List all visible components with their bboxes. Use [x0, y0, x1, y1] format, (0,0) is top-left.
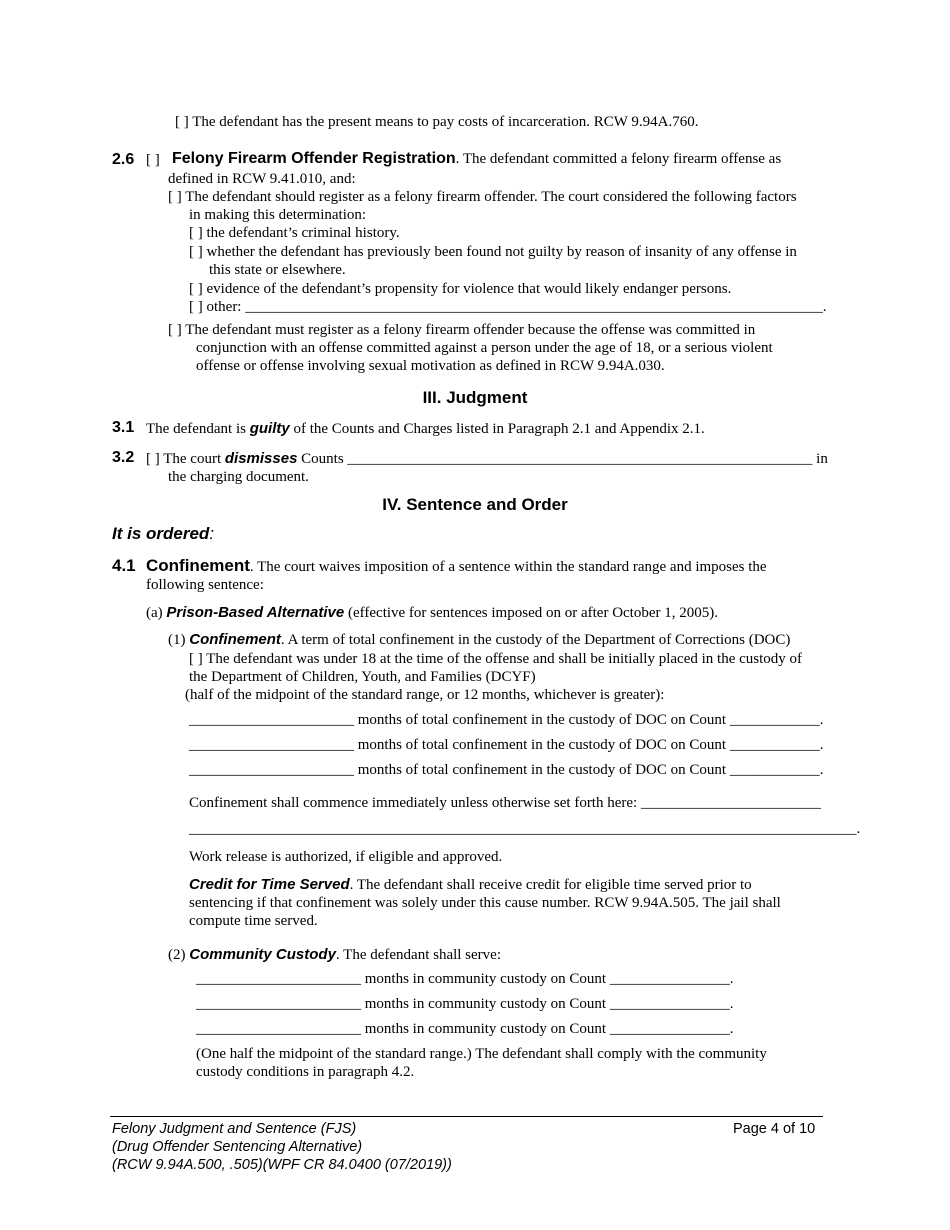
work-release-text: Work release is authorized, if eligible and approved. [189, 849, 503, 865]
dismisses-counts-option[interactable]: [ ] The court dismisses Counts ______________________________________________________________ in [146, 450, 828, 467]
footer-form-subtitle: (Drug Offender Sentencing Alternative) [112, 1139, 363, 1155]
prison-based-alternative: (a) Prison-Based Alternative (effective for sentences imposed on or after October 1, 2005). [146, 604, 718, 621]
community-custody-note: (One half the midpoint of the standard range.) The defendant shall comply with the community [196, 1046, 767, 1062]
confinement-paragraph: (1) Confinement. A term of total confinement in the custody of the Department of Corrections (DOC) [168, 631, 791, 648]
section-3-1-number: 3.1 [112, 419, 135, 436]
commence-field[interactable]: Confinement shall commence immediately unless otherwise set forth here: ________________________ [189, 795, 821, 811]
section-3-2-text: the charging document. [168, 469, 309, 485]
it-is-ordered: It is ordered: [112, 524, 215, 543]
confinement-months-field[interactable]: ______________________ months of total confinement in the custody of DOC on Count ____________. [189, 712, 824, 728]
footer-form-citation: (RCW 9.94A.500, .505)(WPF CR 84.0400 (07/2019)) [112, 1157, 452, 1173]
credit-text-2: sentencing if that confinement was solely under this cause number. RCW 9.94A.505. The jail shall [189, 895, 781, 911]
section-4-1-text: following sentence: [146, 577, 264, 593]
credit-time-served: Credit for Time Served. The defendant shall receive credit for eligible time served prior to [189, 876, 752, 893]
factor-other[interactable]: [ ] other: _____________________________________________________________________________. [189, 299, 827, 315]
dcyf-option[interactable]: [ ] The defendant was under 18 at the time of the offense and shall be initially placed in the custody of [189, 651, 803, 667]
credit-text-3: compute time served. [189, 913, 318, 929]
section-2-6-checkbox[interactable]: [ ] [146, 152, 160, 168]
community-custody-field[interactable]: ______________________ months in community custody on Count ________________. [196, 971, 734, 987]
footer-form-title: Felony Judgment and Sentence (FJS) [112, 1121, 357, 1137]
firearm-registration-title: Felony Firearm Offender Registration [172, 150, 456, 167]
commence-field-2[interactable]: _________________________________________________________________________________________. [189, 821, 861, 837]
section-3-2-number: 3.2 [112, 449, 135, 466]
section-3-1-text: The defendant is guilty of the Counts and Charges listed in Paragraph 2.1 and Appendix 2.1. [146, 420, 705, 437]
section-4-1-heading: Confinement. The court waives imposition of a sentence within the standard range and imposes the [146, 556, 767, 575]
community-custody-field[interactable]: ______________________ months in community custody on Count ________________. [196, 1021, 734, 1037]
confinement-months-field[interactable]: ______________________ months of total confinement in the custody of DOC on Count ____________. [189, 762, 824, 778]
judgment-heading: III. Judgment [422, 388, 528, 407]
must-register-option[interactable]: [ ] The defendant must register as a felony firearm offender because the offense was committed in [168, 322, 756, 338]
factor-insanity-text: this state or elsewhere. [209, 262, 346, 278]
section-2-6-text: defined in RCW 9.41.010, and: [168, 171, 356, 187]
community-custody-heading: (2) Community Custody. The defendant shall serve: [168, 946, 502, 963]
community-custody-note-2: custody conditions in paragraph 4.2. [196, 1064, 415, 1080]
community-custody-field[interactable]: ______________________ months in community custody on Count ________________. [196, 996, 734, 1012]
sentence-order-heading: IV. Sentence and Order [382, 495, 568, 514]
factor-violence[interactable]: [ ] evidence of the defendant’s propensity for violence that would likely endanger persons. [189, 281, 732, 297]
must-register-text-2: conjunction with an offense committed against a person under the age of 18, or a serious violent [196, 340, 773, 356]
confinement-months-field[interactable]: ______________________ months of total confinement in the custody of DOC on Count ____________. [189, 737, 824, 753]
section-2-6-number: 2.6 [112, 151, 135, 168]
footer-divider [110, 1116, 823, 1117]
must-register-text-3: offense or offense involving sexual motivation as defined in RCW 9.94A.030. [196, 358, 665, 374]
factor-insanity[interactable]: [ ] whether the defendant has previously been found not guilty by reason of insanity of any offense in [189, 244, 797, 260]
page-number: Page 4 of 10 [733, 1121, 816, 1137]
incarceration-cost-line: [ ] The defendant has the present means to pay costs of incarceration. RCW 9.94A.760. [175, 114, 699, 130]
should-register-text: in making this determination: [189, 207, 367, 223]
dcyf-text: the Department of Children, Youth, and Families (DCYF) [189, 669, 536, 685]
should-register-option[interactable]: [ ] The defendant should register as a felony firearm offender. The court considered the following factors [168, 189, 797, 205]
section-4-1-number: 4.1 [112, 556, 136, 575]
half-midpoint-text: (half of the midpoint of the standard range, or 12 months, whichever is greater): [185, 687, 665, 703]
section-2-6-heading: Felony Firearm Offender Registration. The defendant committed a felony firearm offense as [172, 150, 782, 167]
factor-criminal-history[interactable]: [ ] the defendant’s criminal history. [189, 225, 400, 241]
